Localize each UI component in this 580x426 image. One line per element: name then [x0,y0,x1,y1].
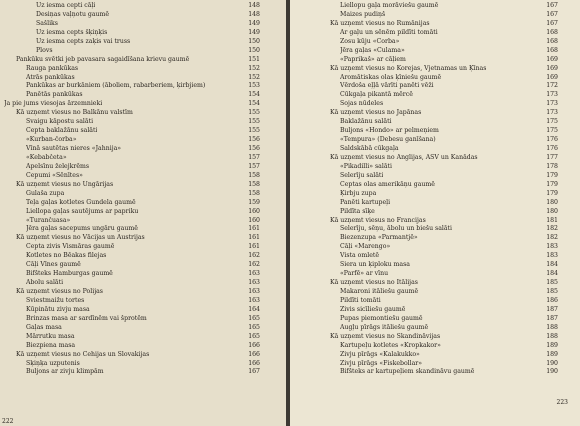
toc-entry-title: «Parfē» ar vīnu [340,270,389,278]
toc-entry [4,252,260,261]
toc-entry-page: 183 [546,243,558,251]
right-page [290,0,580,426]
toc-entry-page: 186 [546,296,558,304]
toc-entry [330,208,558,217]
toc-entry-title: Rauga pankūkas [26,64,79,72]
toc-entry-page: 168 [546,37,558,45]
toc-entry-page: 156 [248,145,260,152]
toc-entry [330,261,558,270]
toc-entry-title: Vista omletē [340,252,380,260]
toc-entry-page: 166 [248,359,260,367]
toc-entry [4,91,260,100]
toc-entry-page: 165 [248,314,260,322]
toc-entry-title: Brinzas masa ar sardīnēm vai šprotēm [26,314,147,322]
toc-entry-title: Baklažānu salāti [340,118,392,126]
toc-entry [330,324,558,333]
toc-entry [4,38,260,47]
toc-entry [330,181,558,190]
toc-entry-page: 184 [546,261,558,269]
toc-entry-title: Selerīju salāti [340,171,384,179]
toc-entry-title: Ķirbju zupa [340,189,377,197]
toc-entry [330,306,558,315]
toc-entry-title: Maizes pudiņš [340,10,386,18]
toc-entry-page: 161 [248,243,260,251]
toc-entry-title: «Kurban-čorba» [26,136,77,144]
toc-entry-page: 166 [248,341,260,349]
toc-entry [330,252,558,261]
toc-entry-title: Ātrās pankūkas [26,73,75,81]
toc-entry-page: 180 [546,198,558,206]
toc-entry [330,74,558,83]
toc-entry-title: Kā uzņemt viesus no Anglijas, ASV un Kanādas [330,153,478,161]
toc-section-heading [330,154,558,163]
toc-entry [4,243,260,252]
toc-entry-page: 184 [546,270,558,278]
toc-entry-page: 173 [546,91,558,99]
toc-entry-title: Šķiņķa uzputenis [26,359,80,367]
toc-entry-title: Zivis sicīliešu gaumē [340,305,406,313]
left-page-number: 222 [2,418,14,425]
toc-entry [4,208,260,217]
toc-entry [4,333,260,342]
toc-entry-page: 169 [546,64,558,72]
toc-section-heading [330,279,558,288]
toc-entry [330,163,558,172]
toc-entry [330,91,558,100]
toc-entry [4,82,260,91]
toc-entry [330,190,558,199]
toc-entry-page: 169 [546,55,558,63]
toc-entry-page: 187 [546,305,558,313]
toc-entry [4,47,260,56]
toc-entry-title: Pildīta sīķe [340,207,375,215]
toc-entry [4,127,260,136]
right-contents-list [330,2,558,377]
left-contents-list [4,2,260,377]
toc-entry-title: Kā uzņemt viesus no Rumānijas [330,19,430,27]
toc-entry-title: Siera un ķiploku masa [340,261,410,269]
toc-entry-page: 158 [248,180,260,188]
toc-entry-title: Biezpiena masa [26,341,76,349]
toc-entry-title: Jēra gaļas «Čulama» [340,46,405,54]
toc-entry-title: Cepta baklažānu salāti [26,127,98,135]
toc-entry-page: 161 [248,225,260,233]
toc-entry [330,234,558,243]
toc-entry-title: «Tempura» (Debesu ganīšana) [340,136,436,144]
toc-entry-title: Sojas nūdeles [340,100,384,108]
toc-section-heading [330,20,558,29]
toc-entry-title: Kā uzņemt viesus no Korejas, Vjetnamas un Ķīnas [330,64,487,72]
toc-entry-title: Uz iesma cepts zaķis vai truss [36,37,131,45]
toc-entry-page: 150 [248,37,260,45]
toc-entry-page: 163 [248,279,260,287]
toc-entry-title: Kotletes no Bēakas filejas [26,252,107,260]
toc-entry-title: Panēti kartupeļi [340,198,391,206]
toc-entry-title: Makaroni itāliešu gaumē [340,288,419,295]
toc-section-heading [330,109,558,118]
toc-entry-title: Selerīju, sēņu, ābolu un biešu salāti [340,225,453,233]
toc-entry [4,217,260,226]
toc-entry [4,172,260,181]
toc-entry-page: 161 [248,234,260,242]
toc-entry-page: 160 [248,207,260,215]
toc-entry-page: 176 [546,145,558,152]
toc-entry-title: Buljons «Hondo» ar pelmeņiem [340,127,439,135]
toc-entry-page: 162 [248,252,260,260]
toc-entry [330,136,558,145]
toc-entry-page: 152 [248,73,260,81]
toc-entry-page: 148 [248,2,260,9]
toc-entry [330,172,558,181]
toc-entry-page: 154 [248,91,260,99]
toc-entry-page: 183 [546,252,558,260]
toc-entry-page: 179 [546,171,558,179]
toc-entry-page: 185 [546,279,558,287]
toc-entry-title: «Pikadilli» salāti [340,162,392,170]
toc-entry [330,56,558,65]
toc-entry-page: 159 [248,198,260,206]
toc-entry-page: 185 [546,288,558,295]
toc-entry [4,306,260,315]
toc-entry-page: 182 [546,225,558,233]
toc-entry [330,199,558,208]
toc-entry-title: «Paprikaš» ar cāļiem [340,55,406,63]
toc-entry-title: Šašliks [36,19,58,27]
toc-entry-title: Apelsīnu želejkrēms [26,162,90,170]
toc-entry-page: 173 [546,100,558,108]
toc-entry [330,82,558,91]
toc-section-heading [4,109,260,118]
toc-entry [4,261,260,270]
left-page [0,0,286,426]
toc-entry-page: 175 [546,127,558,135]
toc-entry-title: Bifšteks ar kartupeļiem skandināvu gaumē [340,368,475,376]
toc-entry [330,315,558,324]
toc-entry-title: Pildīti tomāti [340,296,381,304]
toc-entry [330,38,558,47]
toc-entry-title: Uz iesma cepti cāļi [36,2,96,9]
toc-section-heading [4,234,260,243]
toc-entry [4,118,260,127]
toc-entry-title: Kūpinātu zivju masa [26,305,90,313]
toc-entry-title: «Turančuasa» [26,216,71,224]
toc-section-heading [330,217,558,226]
toc-entry-title: Zivju pīrāgs «Fiskebollar» [340,359,423,367]
toc-entry-title: Cepta zivis Vismāras gaumē [26,243,115,251]
toc-entry-page: 167 [546,2,558,9]
toc-entry-page: 167 [248,368,260,376]
toc-entry-title: Plovs [36,46,53,54]
toc-entry-page: 189 [546,350,558,358]
toc-entry [330,127,558,136]
toc-entry-title: Kā uzņemt viesus no Skandināvijas [330,332,441,340]
toc-entry [4,20,260,29]
toc-entry-page: 167 [546,10,558,18]
toc-entry-page: 188 [546,323,558,331]
toc-entry-title: Pupas piemontiešu gaumē [340,314,423,322]
toc-entry-page: 190 [546,359,558,367]
toc-entry-title: Vīnā sautētas nieres «Jahnija» [26,145,122,152]
toc-entry [330,118,558,127]
toc-entry-page: 172 [546,82,558,90]
toc-entry-page: 163 [248,296,260,304]
toc-entry-title: Sviestmaižu tortes [26,296,85,304]
toc-entry-title: Cāļi «Marengo» [340,243,391,251]
toc-entry-page: 168 [546,28,558,36]
toc-entry-title: Ja pie jums viesojas ārzemnieki [4,100,103,108]
toc-entry-page: 179 [546,180,558,188]
toc-entry-page: 190 [546,368,558,376]
toc-entry-title: Zosu kūju «Čorba» [340,37,400,45]
toc-entry-title: Liellopu gaļa morāviešu gaumē [340,2,439,9]
toc-entry-page: 160 [248,216,260,224]
toc-entry-title: Buljons ar zivju klimpām [26,368,104,376]
toc-entry-page: 165 [248,332,260,340]
toc-entry [330,47,558,56]
toc-entry-title: Mārrutku masa [26,332,75,340]
toc-entry [330,2,558,11]
toc-entry [330,100,558,109]
toc-entry-title: Jēra gaļas sacepums ungāru gaumē [26,225,138,233]
toc-entry-page: 158 [248,189,260,197]
toc-entry-title: Cepumi «Sēnītes» [26,171,83,179]
toc-entry-page: 164 [248,305,260,313]
toc-entry [4,279,260,288]
toc-entry-page: 180 [546,207,558,215]
toc-entry [4,154,260,163]
toc-entry-page: 150 [248,46,260,54]
toc-entry [4,11,260,20]
toc-entry [330,270,558,279]
toc-entry-page: 149 [248,28,260,36]
toc-section-heading [4,181,260,190]
toc-entry-page: 163 [248,288,260,295]
toc-entry-page: 154 [248,100,260,108]
toc-entry-page: 152 [248,64,260,72]
toc-entry-page: 149 [248,19,260,27]
toc-section-heading [4,56,260,65]
toc-entry-title: Zivju pīrāgs «Kalakukko» [340,350,420,358]
toc-entry-title: Kā uzņemt viesus no Polijas [16,288,103,295]
toc-entry [4,29,260,38]
toc-entry [4,225,260,234]
right-page-number: 223 [556,399,568,406]
toc-section-heading [330,65,558,74]
toc-entry [4,190,260,199]
toc-entry-title: Kā uzņemt viesus no Japānas [330,109,422,117]
toc-entry-page: 169 [546,73,558,81]
toc-entry-page: 156 [248,136,260,144]
toc-entry [4,342,260,351]
toc-entry-title: Kā uzņemt viesus no Vācijas un Austrijas [16,234,145,242]
toc-entry-title: Gaļas masa [26,323,62,331]
toc-entry-page: 175 [546,118,558,126]
toc-entry [4,270,260,279]
toc-entry-page: 181 [546,216,558,224]
toc-entry-title: Saldskābā cūkgaļa [340,145,399,152]
toc-entry-page: 177 [546,153,558,161]
toc-entry-title: Kartupeļu kotletes «Kropkakor» [340,341,441,349]
toc-entry [4,145,260,154]
toc-entry-page: 153 [248,82,260,90]
toc-entry-title: Augļu pīrāgs itāliešu gaumē [340,323,429,331]
toc-entry [4,368,260,377]
toc-section-heading [4,351,260,360]
toc-entry [330,288,558,297]
toc-entry [330,360,558,369]
toc-entry-title: Pankūkas ar burkāniem (āboliem, rabarberiem, ķirbjiem) [26,82,206,90]
toc-entry-title: «Kebabčeta» [26,153,67,161]
toc-entry-page: 187 [546,314,558,322]
toc-entry-title: Liellopa gaļas sautējums ar papriku [26,207,139,215]
toc-entry [4,65,260,74]
toc-entry-title: Uz iesma cepts šķiņķis [36,28,108,36]
toc-entry [330,342,558,351]
toc-entry-page: 155 [248,127,260,135]
toc-entry-page: 162 [248,261,260,269]
toc-entry [330,368,558,377]
toc-entry-title: Svaigu kāpostu salāti [26,118,94,126]
toc-entry-page: 157 [248,162,260,170]
toc-entry [330,243,558,252]
toc-entry-page: 178 [546,162,558,170]
toc-entry [330,297,558,306]
toc-entry-page: 168 [546,46,558,54]
toc-entry [4,163,260,172]
toc-entry-page: 173 [546,109,558,117]
toc-section-heading [330,333,558,342]
toc-section-heading [4,100,260,109]
toc-entry-title: Pankūku svētki jeb pavasara sagaidīšana krievu gaumē [16,55,190,63]
toc-entry-title: Biezenzupa «Parmantjē» [340,234,418,242]
toc-entry-page: 165 [248,323,260,331]
toc-entry-title: Kā uzņemt viesus no Balkānu valstīm [16,109,133,117]
toc-entry-title: Ceptas olas amerikāņu gaumē [340,180,435,188]
toc-entry-page: 155 [248,109,260,117]
toc-entry-title: Kā uzņemt viesus no Itālijas [330,279,418,287]
toc-entry-title: Cūkgaļa pikantā mērcē [340,91,413,99]
toc-entry [4,315,260,324]
toc-entry-title: Panētās pankūkas [26,91,83,99]
toc-entry [330,225,558,234]
toc-entry-title: Ābolu salāti [26,279,64,287]
toc-entry-title: Vērdoša eļļā vārīti panēti vēži [340,82,434,90]
toc-entry [330,29,558,38]
toc-entry [4,324,260,333]
toc-entry-page: 155 [248,118,260,126]
toc-entry [4,2,260,11]
toc-entry-title: Desiņas vaļņotu gaumē [36,10,110,18]
toc-entry-page: 163 [248,270,260,278]
toc-entry-page: 167 [546,19,558,27]
toc-entry [330,11,558,20]
toc-entry-page: 189 [546,341,558,349]
toc-entry [330,145,558,154]
toc-entry-page: 188 [546,332,558,340]
toc-entry-title: Kā uzņemt viesus no Čehijas un Slovakijas [16,350,150,358]
toc-entry [4,199,260,208]
toc-entry-page: 179 [546,189,558,197]
toc-entry [4,136,260,145]
toc-entry-title: Ar gaļu un sēnēm pildīti tomāti [340,28,438,36]
toc-entry-page: 151 [248,55,260,63]
toc-entry [330,351,558,360]
toc-entry-title: Kā uzņemt viesus no Francijas [330,216,426,224]
toc-entry-title: Kā uzņemt viesus no Ungārijas [16,180,114,188]
toc-entry-title: Teļa gaļas kotletes Gundela gaumē [26,198,136,206]
toc-entry [4,297,260,306]
toc-entry-page: 158 [248,171,260,179]
toc-section-heading [4,288,260,297]
toc-entry-title: Cāļi Vīnes gaumē [26,261,81,269]
toc-entry-page: 166 [248,350,260,358]
toc-entry [4,360,260,369]
toc-entry-page: 182 [546,234,558,242]
toc-entry-page: 157 [248,153,260,161]
toc-entry-title: Aromātiskas olas ķīniešu gaumē [340,73,442,81]
toc-entry-page: 176 [546,136,558,144]
toc-entry [4,74,260,83]
toc-entry-page: 148 [248,10,260,18]
toc-entry-title: Bifšteks Hamburgas gaumē [26,270,113,278]
toc-entry-title: Gulaša zupa [26,189,65,197]
